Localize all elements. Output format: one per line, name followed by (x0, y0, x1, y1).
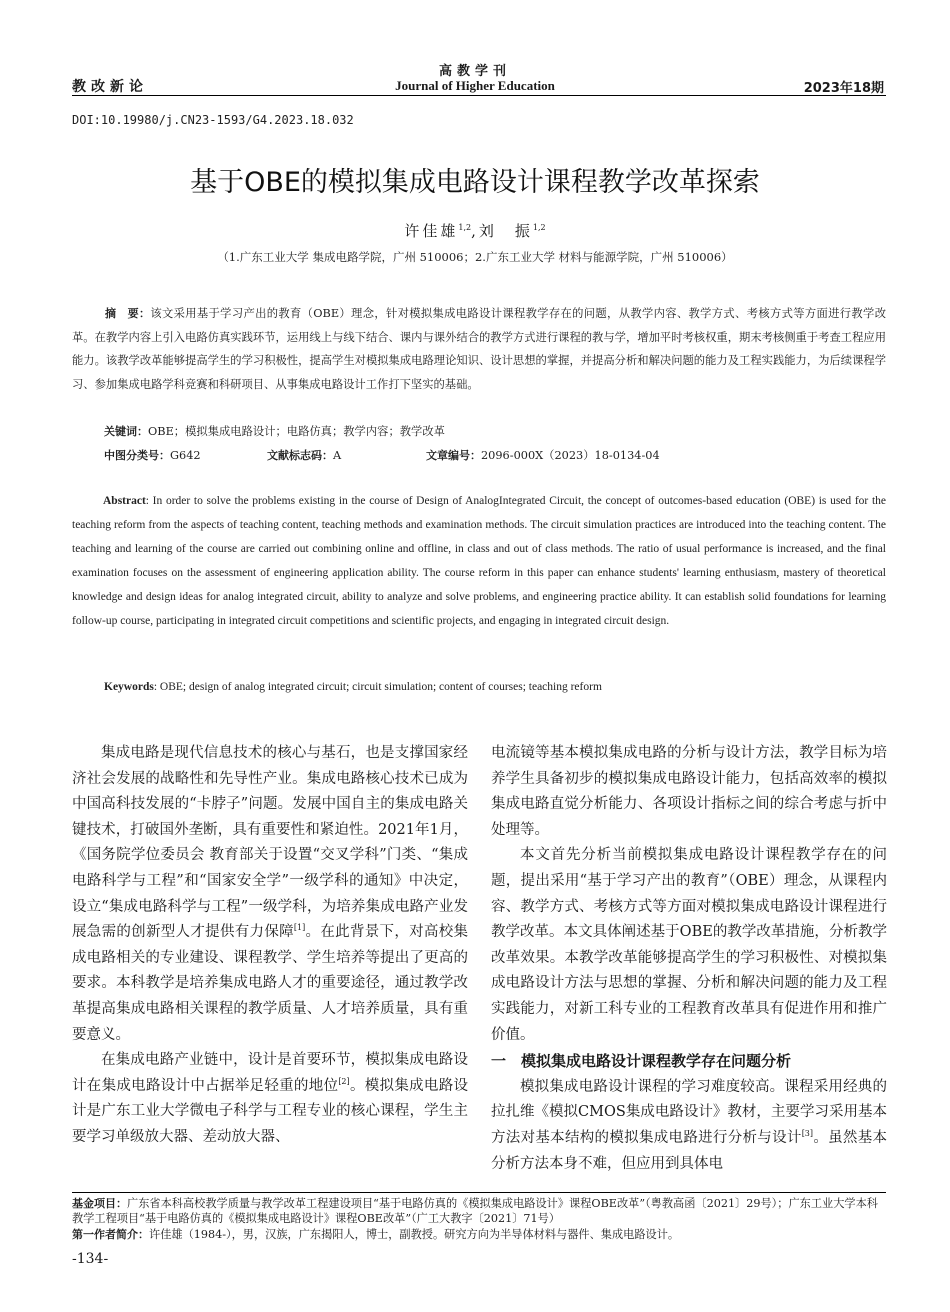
funding-text: 广东省本科高校教学质量与教学改革工程建设项目“基于电路仿真的《模拟集成电路设计》课程OBE改革”（粤教高函〔2021〕29号）；广东工业大学本科教学工程项目“基于电路仿真的《模拟集成电路设计》课程OBE改革”（广工大教字〔2021〕71号） (72, 1197, 878, 1226)
author-name: 刘 振 (478, 222, 533, 240)
citation-ref: [1] (293, 923, 306, 933)
abstract-en-text: : In order to solve the problems existing in the course of Design of AnalogIntegrated Circuit, the concept of outcomes-based education (OBE) is used for the teaching reform from the aspects of teaching content, teaching methods and examination methods. The circuit simulation practices are introduced into the teaching content. The teaching and learning of the course are carried out combining online and offline, in class and out of class methods. The ratio of usual performance is increased, and the final examination focuses on the assessment of engineering application ability. The course reform in this paper can enhance students' learning enthusiasm, mastery of theoretical knowledge and design ideas for analog integrated circuit, ability to analyze and solve problems, and engineering practice ability. It can establish solid foundations for learning follow-up course, participating in integrated circuit competitions and scientific projects, and engaging in integrated circuit design. (72, 495, 886, 628)
article-number-label: 文章编号： (426, 449, 481, 462)
body-paragraph (491, 1075, 887, 1177)
first-author-text: 许佳雄（1984-），男，汉族，广东揭阳人，博士，副教授。研究方向为半导体材料与器件、集成电路设计。 (149, 1228, 680, 1241)
body-column-left (72, 741, 468, 1151)
paragraph-text: 模拟集成电路设计课程的学习难度较高。课程采用经典的拉扎维《模拟CMOS集成电路设计》教材，主要学习采用基本方法对基本结构的模拟集成电路进行分析与设计 (491, 1078, 887, 1146)
author-affil-sup: 1,2 (532, 223, 546, 232)
funding-label: 基金项目： (72, 1197, 127, 1210)
clc-label: 中图分类号： (104, 449, 170, 462)
paragraph-text: 集成电路是现代信息技术的核心与基石，也是支撑国家经济社会发展的战略性和先导性产业。集成电路核心技术已成为中国高科技发展的“卡脖子”问题。发展中国自主的集成电路关键技术，打破国外垄断，具有重要性和紧迫性。2021年1月，《国务院学位委员会 教育部关于设置“交叉学科”门类、“集成电路科学与工程”和“国家安全学”一级学科的通知》中决定，设立“集成电路科学与工程”一级学科，为培养集成电路产业发展急需的创新型人才提供有力保障 (72, 745, 468, 941)
author-affil-sup: 1,2 (458, 223, 472, 232)
body-paragraph (72, 741, 468, 1048)
abstract-cn (72, 302, 886, 396)
journal-title-en: Journal of Higher Education (395, 78, 555, 93)
citation-ref: [2] (338, 1076, 350, 1086)
article-number-value: 2096-000X（2023）18-0134-04 (481, 449, 660, 462)
paragraph-text: 。模拟集成电路设计是广东工业大学微电子科学与工程专业的核心课程，学生主要学习单级放大器、差动放大器、 (72, 1077, 469, 1145)
body-column-right (491, 741, 887, 1177)
abstract-en (72, 489, 886, 634)
keywords-cn-label: 关键词： (104, 425, 148, 438)
footnote-first-author (72, 1227, 886, 1242)
citation-ref: [3] (801, 1129, 814, 1139)
keywords-cn (104, 423, 445, 439)
author-list (0, 220, 950, 241)
header-rule (72, 95, 886, 96)
section-label: 教改新论 (72, 79, 148, 95)
footnote-funding (72, 1196, 886, 1227)
section-heading: 一 模拟集成电路设计课程教学存在问题分析 (491, 1052, 792, 1071)
abstract-cn-label: 摘 要： (105, 307, 151, 320)
classification-clc (104, 447, 201, 463)
author-name: 许佳雄 (404, 222, 459, 240)
keywords-en-label: Keywords (104, 681, 154, 693)
body-paragraph: 电流镜等基本模拟集成电路的分析与设计方法，教学目标为培养学生具备初步的模拟集成电路设计能力，包括高效率的模拟集成电路直觉分析能力、各项设计指标之间的综合考虑与折中处理等。 (491, 745, 887, 838)
keywords-en-text: : OBE; design of analog integrated circuit; circuit simulation; content of courses; teaching reform (153, 681, 602, 693)
paragraph-text: 在集成电路产业链中，设计是首要环节，模拟集成电路设计在集成电路设计中占据举足轻重的地位 (72, 1052, 468, 1094)
author-separator: , (471, 222, 479, 240)
doc-code-value: A (333, 449, 342, 462)
abstract-en-label: Abstract (103, 495, 146, 507)
affiliation: （1.广东工业大学 集成电路学院，广州 510006；2.广东工业大学 材料与能源学院，广州 510006） (217, 250, 733, 264)
keywords-cn-text: OBE；模拟集成电路设计；电路仿真；教学内容；教学改革 (148, 425, 445, 438)
clc-value: G642 (170, 449, 201, 462)
abstract-cn-text: 该文采用基于学习产出的教育（OBE）理念，针对模拟集成电路设计课程教学存在的问题，从教学内容、教学方式、考核方式等方面进行教学改革。在教学内容上引入电路仿真实践环节，运用线上与线下结合、课内与课外结合的教学方式进行课程的教与学，增加平时考核权重，期末考核侧重于考查工程应用能力。该教学改革能够提高学生的学习积极性，提高学生对模拟集成电路理论知识、设计思想的掌握，并提高分析和解决问题的能力及工程实践能力，为后续课程学习、参加集成电路学科竞赛和科研项目、从事集成电路设计工作打下坚实的基础。 (72, 307, 886, 391)
journal-title-cn: 高教学刊 (438, 64, 511, 79)
classification-article-number (426, 447, 660, 463)
paper-title: 基于OBE的模拟集成电路设计课程教学改革探索 (190, 167, 760, 198)
keywords-en (104, 681, 602, 693)
page-number: -134- (72, 1251, 109, 1267)
first-author-label: 第一作者简介： (72, 1228, 149, 1241)
doc-code-label: 文献标志码： (267, 449, 333, 462)
footnote-rule (72, 1192, 886, 1193)
body-paragraph (72, 1048, 468, 1150)
issue-label: 2023年18期 (803, 81, 884, 96)
doi: DOI:10.19980/j.CN23-1593/G4.2023.18.032 (72, 113, 354, 127)
paragraph-text: 。在此背景下，对高校集成电路相关的专业建设、课程教学、学生培养等提出了更高的要求。本科教学是培养集成电路人才的重要途径，通过教学改革提高集成电路相关课程的教学质量、人才培养质量，具有重要意义。 (72, 924, 469, 1043)
body-paragraph: 本文首先分析当前模拟集成电路设计课程教学存在的问题，提出采用“基于学习产出的教育”（OBE）理念，从课程内容、教学方式、考核方式等方面对模拟集成电路设计课程进行教学改革。本文具体阐述基于OBE的教学改革措施，分析教学改革效果。本教学改革能够提高学生的学习积极性、对模拟集成电路设计方法与思想的掌握、分析和解决问题的能力及工程实践能力，对新工科专业的工程教育改革具有促进作用和推广价值。 (491, 847, 887, 1043)
paragraph-text: 。虽然基本分析方法本身不难，但应用到具体电 (491, 1129, 888, 1172)
classification-doc-code (267, 447, 341, 463)
